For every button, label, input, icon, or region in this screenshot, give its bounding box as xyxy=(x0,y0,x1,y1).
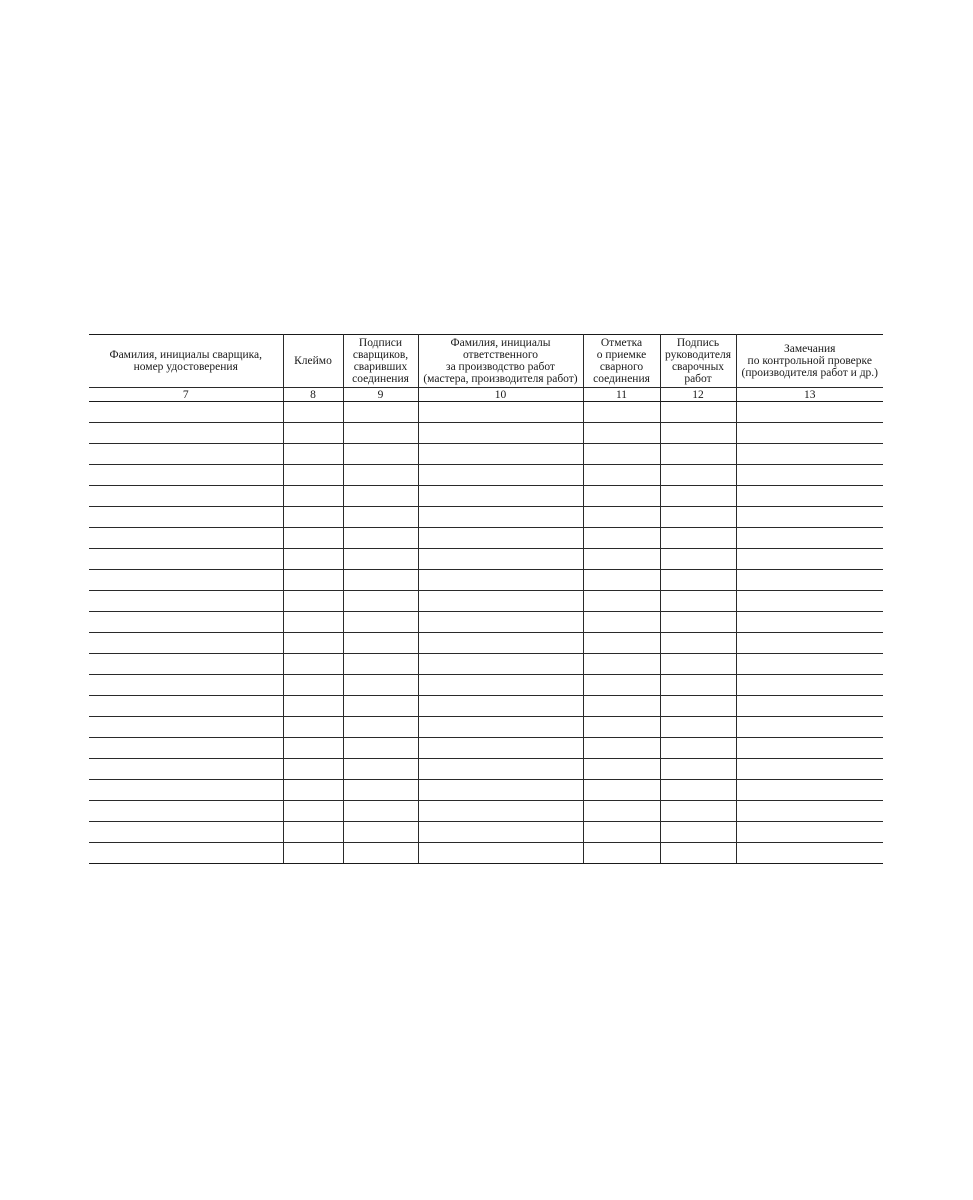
table-cell xyxy=(660,423,736,444)
table-cell xyxy=(283,738,343,759)
table-cell xyxy=(660,717,736,738)
table-cell xyxy=(283,423,343,444)
table-cell xyxy=(660,738,736,759)
table-cell xyxy=(736,570,883,591)
table-cell xyxy=(89,717,283,738)
table-cell xyxy=(736,423,883,444)
table-cell xyxy=(660,654,736,675)
table-cell xyxy=(283,465,343,486)
table-cell xyxy=(89,444,283,465)
table-cell xyxy=(283,654,343,675)
table-cell xyxy=(343,402,418,423)
table-cell xyxy=(660,759,736,780)
table-cell xyxy=(418,675,583,696)
table-cell xyxy=(283,507,343,528)
table-cell xyxy=(736,738,883,759)
table-cell xyxy=(736,654,883,675)
table-cell xyxy=(89,780,283,801)
table-row xyxy=(89,843,883,864)
table-cell xyxy=(418,549,583,570)
table-row xyxy=(89,528,883,549)
table-cell xyxy=(89,654,283,675)
table-row xyxy=(89,402,883,423)
table-body xyxy=(89,402,883,864)
table-cell xyxy=(583,507,660,528)
table-cell xyxy=(343,675,418,696)
column-number: 9 xyxy=(343,388,418,402)
header-row xyxy=(89,335,883,388)
table-row xyxy=(89,780,883,801)
table-cell xyxy=(283,549,343,570)
table-cell xyxy=(736,528,883,549)
table-cell xyxy=(736,549,883,570)
table-cell xyxy=(583,591,660,612)
table-cell xyxy=(283,780,343,801)
table-cell xyxy=(583,633,660,654)
table-cell xyxy=(660,465,736,486)
column-number: 7 xyxy=(89,388,283,402)
table-cell xyxy=(660,822,736,843)
table-cell xyxy=(89,696,283,717)
table-cell xyxy=(418,612,583,633)
table-cell xyxy=(283,633,343,654)
table-cell xyxy=(736,822,883,843)
table-cell xyxy=(660,528,736,549)
table-cell xyxy=(343,507,418,528)
table-row xyxy=(89,801,883,822)
table-cell xyxy=(343,465,418,486)
table-cell xyxy=(583,759,660,780)
table-cell xyxy=(583,528,660,549)
table-row xyxy=(89,549,883,570)
column-number: 10 xyxy=(418,388,583,402)
table-cell xyxy=(736,801,883,822)
table-cell xyxy=(343,822,418,843)
table-cell xyxy=(660,402,736,423)
table-cell xyxy=(343,591,418,612)
table-cell xyxy=(89,591,283,612)
table-cell xyxy=(89,402,283,423)
table-cell xyxy=(418,465,583,486)
table-cell xyxy=(343,654,418,675)
table-cell xyxy=(89,570,283,591)
table-cell xyxy=(89,801,283,822)
table-cell xyxy=(660,843,736,864)
table-cell xyxy=(343,549,418,570)
table-cell xyxy=(660,696,736,717)
table-cell xyxy=(89,486,283,507)
table-cell xyxy=(583,402,660,423)
table-cell xyxy=(660,612,736,633)
column-number: 12 xyxy=(660,388,736,402)
column-number: 13 xyxy=(736,388,883,402)
table-cell xyxy=(583,486,660,507)
table-cell xyxy=(418,423,583,444)
table-cell xyxy=(736,465,883,486)
table-cell xyxy=(736,675,883,696)
table-cell xyxy=(418,780,583,801)
table-cell xyxy=(343,444,418,465)
table-cell xyxy=(736,591,883,612)
table-cell xyxy=(89,423,283,444)
table-row xyxy=(89,591,883,612)
table-cell xyxy=(583,780,660,801)
table-row xyxy=(89,444,883,465)
table-cell xyxy=(283,801,343,822)
table-cell xyxy=(283,570,343,591)
table-cell xyxy=(89,675,283,696)
table-cell xyxy=(89,822,283,843)
table-cell xyxy=(418,717,583,738)
table-cell xyxy=(418,759,583,780)
table-row xyxy=(89,612,883,633)
table-cell xyxy=(736,717,883,738)
table-cell xyxy=(660,507,736,528)
table-cell xyxy=(736,780,883,801)
table-cell xyxy=(583,696,660,717)
table-row xyxy=(89,696,883,717)
table-cell xyxy=(418,801,583,822)
table-cell xyxy=(418,654,583,675)
table-cell xyxy=(89,528,283,549)
table-cell xyxy=(736,633,883,654)
table-row xyxy=(89,423,883,444)
table-cell xyxy=(418,843,583,864)
table-cell xyxy=(660,780,736,801)
table-cell xyxy=(283,843,343,864)
table-cell xyxy=(736,444,883,465)
table-cell xyxy=(660,801,736,822)
table-cell xyxy=(89,633,283,654)
table-cell xyxy=(343,717,418,738)
table-cell xyxy=(583,654,660,675)
table-cell xyxy=(343,423,418,444)
welding-journal-table xyxy=(89,334,883,864)
table-cell xyxy=(418,591,583,612)
table-cell xyxy=(89,612,283,633)
header-welder-signatures: Подписи сварщиков, сваривших соединения xyxy=(343,335,418,388)
table-cell xyxy=(343,843,418,864)
table-cell xyxy=(283,444,343,465)
table-cell xyxy=(736,486,883,507)
table-cell xyxy=(583,423,660,444)
table-cell xyxy=(343,696,418,717)
table-row xyxy=(89,654,883,675)
table-cell xyxy=(343,486,418,507)
table-cell xyxy=(89,759,283,780)
table-cell xyxy=(89,843,283,864)
table-cell xyxy=(418,696,583,717)
table-cell xyxy=(418,738,583,759)
table-cell xyxy=(343,633,418,654)
table-cell xyxy=(283,591,343,612)
table-cell xyxy=(583,465,660,486)
table-cell xyxy=(283,822,343,843)
table-cell xyxy=(283,528,343,549)
table-cell xyxy=(583,675,660,696)
table-row xyxy=(89,570,883,591)
table-cell xyxy=(89,507,283,528)
table-cell xyxy=(343,738,418,759)
table-cell xyxy=(583,570,660,591)
header-remarks: Замечания по контрольной проверке (производителя работ и др.) xyxy=(736,335,883,388)
table-cell xyxy=(89,738,283,759)
table-cell xyxy=(660,549,736,570)
table-row xyxy=(89,738,883,759)
table-row xyxy=(89,465,883,486)
header-supervisor-signature: Подпись руководителя сварочных работ xyxy=(660,335,736,388)
header-welder-name: Фамилия, инициалы сварщика, номер удостоверения xyxy=(89,335,283,388)
table-cell xyxy=(418,633,583,654)
table-cell xyxy=(343,528,418,549)
table-cell xyxy=(660,486,736,507)
table-cell xyxy=(418,528,583,549)
table-cell xyxy=(283,486,343,507)
column-number: 8 xyxy=(283,388,343,402)
table-cell xyxy=(343,780,418,801)
table-cell xyxy=(343,801,418,822)
table-cell xyxy=(660,591,736,612)
header-stamp: Клеймо xyxy=(283,335,343,388)
column-number-row xyxy=(89,388,883,402)
table-cell xyxy=(583,444,660,465)
table-row xyxy=(89,822,883,843)
table-row xyxy=(89,507,883,528)
table-cell xyxy=(283,759,343,780)
table-cell xyxy=(418,444,583,465)
table-cell xyxy=(736,843,883,864)
table-cell xyxy=(89,465,283,486)
table-cell xyxy=(660,675,736,696)
table-row xyxy=(89,675,883,696)
table-cell xyxy=(583,717,660,738)
table-cell xyxy=(583,843,660,864)
table-cell xyxy=(343,759,418,780)
table-row xyxy=(89,486,883,507)
table-cell xyxy=(583,612,660,633)
table-cell xyxy=(418,402,583,423)
table-cell xyxy=(583,549,660,570)
table-row xyxy=(89,717,883,738)
table-cell xyxy=(736,507,883,528)
table-cell xyxy=(418,507,583,528)
table-cell xyxy=(583,801,660,822)
table-cell xyxy=(283,612,343,633)
table-cell xyxy=(736,612,883,633)
table-cell xyxy=(283,696,343,717)
table-cell xyxy=(736,402,883,423)
table-cell xyxy=(418,822,583,843)
table-cell xyxy=(418,570,583,591)
table-cell xyxy=(660,570,736,591)
table-cell xyxy=(283,717,343,738)
table-cell xyxy=(736,759,883,780)
table-cell xyxy=(283,675,343,696)
table-cell xyxy=(343,570,418,591)
column-number: 11 xyxy=(583,388,660,402)
table-cell xyxy=(660,444,736,465)
table-cell xyxy=(283,402,343,423)
header-responsible-person: Фамилия, инициалы ответственного за производство работ (мастера, производителя работ) xyxy=(418,335,583,388)
header-acceptance-mark: Отметка о приемке сварного соединения xyxy=(583,335,660,388)
table-cell xyxy=(660,633,736,654)
table-cell xyxy=(343,612,418,633)
table-cell xyxy=(583,822,660,843)
table-row xyxy=(89,633,883,654)
table-cell xyxy=(89,549,283,570)
table-row xyxy=(89,759,883,780)
table-cell xyxy=(583,738,660,759)
table-cell xyxy=(418,486,583,507)
table-cell xyxy=(736,696,883,717)
